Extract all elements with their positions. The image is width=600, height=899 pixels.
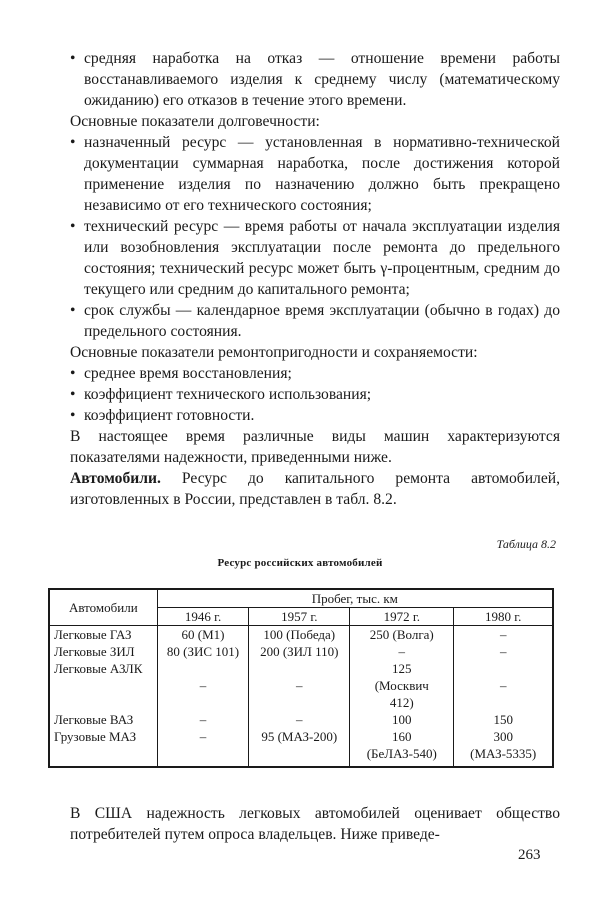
cell-value: 250 (Волга)	[350, 626, 454, 644]
cell-value: –	[249, 660, 350, 711]
cell-name: Легковые ВАЗ	[49, 711, 157, 728]
cell-value: 60 (М1)	[157, 626, 249, 644]
resource-table	[48, 588, 554, 768]
cell-value: –	[454, 643, 553, 660]
cars-heading: Автомобили.	[70, 470, 161, 487]
table-row	[49, 711, 553, 728]
bullet-dot: •	[70, 386, 76, 403]
bullet-recovery-time: • среднее время восстановления;	[70, 365, 292, 382]
cell-value: –	[454, 660, 553, 711]
table-row	[49, 728, 553, 767]
cell-value: 100	[350, 711, 454, 728]
col-header-cars: Автомобили	[49, 589, 157, 626]
table-row	[49, 643, 553, 660]
bullet-mtbf: • средняя наработка на отказ — отношение времени работы восстанавливаемого изделия к среднему числу (математическому ожиданию) его отказов в течение этого времени.	[70, 50, 560, 109]
table-number: Таблица 8.2	[496, 537, 556, 551]
bullet-utilization: • коэффициент технического использования;	[70, 386, 372, 403]
cell-value: –	[157, 711, 249, 728]
cell-value: 100 (Победа)	[249, 626, 350, 644]
bullet-dot: •	[70, 218, 76, 235]
cell-value: 300 (МАЗ-5335)	[454, 728, 553, 767]
bullet-dot: •	[70, 365, 76, 382]
table-row	[49, 626, 553, 644]
usa-paragraph: В США надежность легковых автомобилей оценивает общество потребителей путем опроса владельцев. Ниже приведе-	[70, 804, 560, 843]
durability-heading: Основные показатели долговечности:	[70, 113, 320, 130]
col-header-year: 1980 г.	[454, 608, 553, 626]
cell-value: –	[350, 643, 454, 660]
col-header-year: 1972 г.	[350, 608, 454, 626]
cell-value: –	[157, 728, 249, 767]
cell-value: –	[157, 660, 249, 711]
cell-value: 125 (Москвич 412)	[350, 660, 454, 711]
maintainability-heading: Основные показатели ремонтопригодности и сохраняемости:	[70, 344, 478, 361]
bullet-availability: • коэффициент готовности.	[70, 407, 255, 424]
table-row	[49, 660, 553, 711]
col-header-year: 1957 г.	[249, 608, 350, 626]
cell-value: –	[249, 711, 350, 728]
bullet-technical-resource: • технический ресурс — время работы от начала эксплуатации изделия или возобновления эксплуатации после ремонта до предельного состояния; технический ресурс может быть γ-процентным, средним до текущего или средним до капитального ремонта;	[70, 218, 560, 298]
bullet-dot: •	[70, 302, 76, 319]
cell-value: 80 (ЗИС 101)	[157, 643, 249, 660]
intro-paragraph: В настоящее время различные виды машин характеризуются показателями надежности, приведенными ниже.	[70, 428, 560, 466]
cell-name: Легковые ГАЗ	[49, 626, 157, 644]
cell-value: –	[454, 626, 553, 644]
cell-name: Грузовые МАЗ	[49, 728, 157, 767]
bullet-dot: •	[70, 407, 76, 424]
bullet-dot: •	[70, 134, 76, 151]
main-text	[70, 48, 560, 510]
cell-value: 200 (ЗИЛ 110)	[249, 643, 350, 660]
cell-value: 160 (БеЛАЗ-540)	[350, 728, 454, 767]
cell-name: Легковые ЗИЛ	[49, 643, 157, 660]
col-header-year: 1946 г.	[157, 608, 249, 626]
table-title: Ресурс российских автомобилей	[217, 557, 383, 569]
cell-value: 150	[454, 711, 553, 728]
bullet-service-life: • срок службы — календарное время эксплуатации (обычно в годах) до предельного состояния.	[70, 302, 560, 340]
col-header-mileage: Пробег, тыс. км	[157, 589, 553, 608]
bullet-dot: •	[70, 50, 76, 67]
cell-name: Легковые АЗЛК	[49, 660, 157, 711]
page-number: 263	[518, 847, 541, 863]
bullet-assigned-resource: • назначенный ресурс — установленная в нормативно-технической документации суммарная наработка, после достижения которой применение изделия по назначению должно быть прекращено независимо от его технического состояния;	[70, 134, 560, 214]
cars-paragraph: Автомобили. Ресурс до капитального ремонта автомобилей, изготовленных в России, представлен в табл. 8.2.	[70, 470, 560, 508]
cell-value: 95 (МАЗ-200)	[249, 728, 350, 767]
